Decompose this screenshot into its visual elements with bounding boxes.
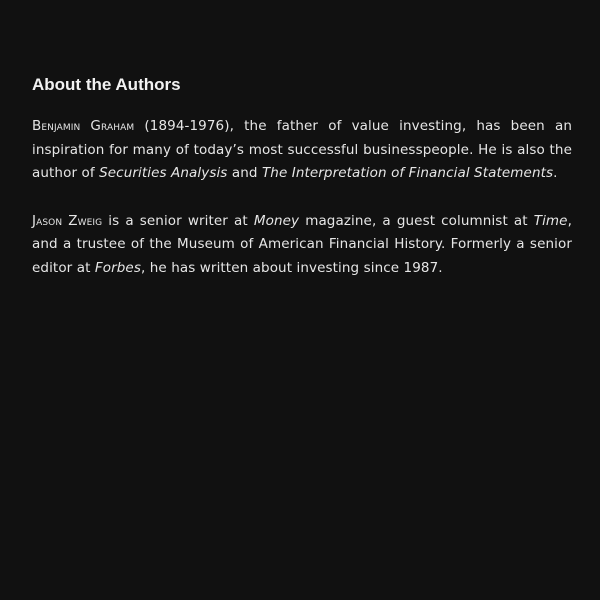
zweig-bio	[32, 210, 572, 281]
graham-bio-text-2: and	[227, 165, 262, 181]
page-title: About the Authors	[32, 75, 181, 94]
book-title-securities-analysis: Securities Analysis	[99, 165, 228, 181]
author-name-graham: Benjamin Graham	[32, 118, 135, 134]
author-name-zweig: Jason Zweig	[32, 212, 103, 229]
publication-time: Time	[533, 212, 568, 229]
publication-money: Money	[253, 212, 300, 229]
graham-bio	[32, 115, 572, 186]
graham-bio-text-1: (1894-1976), the father of value investing, has been an inspiration for many of today’s most successful businesspeople. He is also the author of	[32, 118, 572, 181]
zweig-bio-text-1: is a senior writer at	[102, 212, 254, 229]
zweig-bio-text-2: magazine, a guest columnist at	[299, 212, 534, 229]
book-title-interpretation: The Interpretation of Financial Statements	[261, 165, 554, 181]
graham-bio-text-3: .	[553, 165, 558, 181]
zweig-bio-text-4: , he has written about investing since 1987.	[140, 259, 443, 276]
publication-forbes: Forbes	[94, 259, 141, 276]
zweig-bio-text-3: , and a trustee of the Museum of American Financial History. Formerly a senior editor at	[32, 212, 572, 276]
